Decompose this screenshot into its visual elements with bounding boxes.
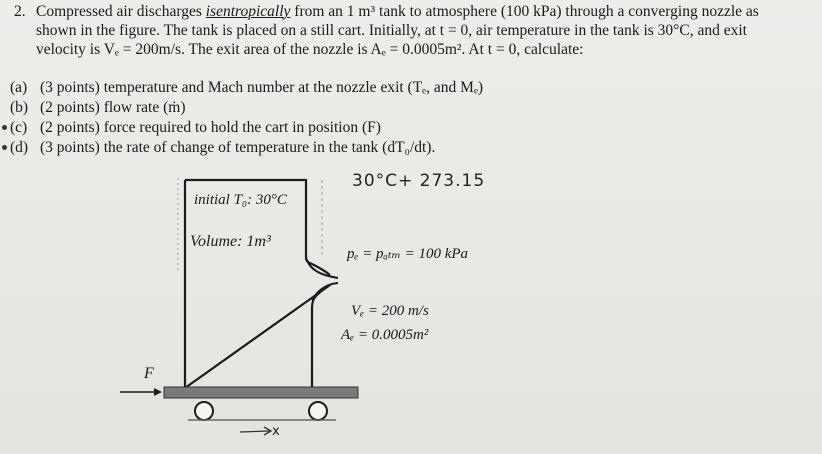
- part-b: (b) (2 points) flow rate (ṁ): [10, 99, 186, 116]
- cart-wheel-left: [195, 402, 213, 420]
- problem-line-1: 2. Compressed air discharges isentropically from an 1 m³ tank to atmosphere (100 kPa) through a converging nozzle as: [14, 3, 759, 20]
- exit-pressure-label: pₑ = pₐₜₘ = 100 kPa: [347, 246, 469, 262]
- problem-line-3: velocity is Vₑ = 200m/s. The exit area of the nozzle is Aₑ = 0.0005m². At t = 0, calculate:: [36, 41, 584, 58]
- cart-wheel-right: [309, 402, 327, 420]
- handwritten-note: 30°C+ 273.15: [352, 171, 486, 191]
- x-axis-arrow: [240, 431, 270, 432]
- nozzle-upper-wall: [306, 258, 338, 278]
- cart-platform: [164, 387, 358, 398]
- problem-line-2: shown in the figure. The tank is placed on a still cart. Initially, at t = 0, air temperature in the tank is 30°C, and exit: [36, 22, 747, 39]
- exit-area-label: Aₑ = 0.0005m²: [341, 327, 429, 343]
- part-d: (d) (3 points) the rate of change of temperature in the tank (dT₀/dt).: [10, 138, 483, 158]
- isentropically-term: isentropically: [205, 3, 291, 20]
- force-label: F: [144, 365, 154, 382]
- exit-velocity-label: Vₑ = 200 m/s: [351, 303, 429, 319]
- tank-outline: [185, 180, 330, 388]
- volume-label: Volume: 1m³: [190, 233, 271, 250]
- problem-number: 2.: [14, 3, 26, 20]
- initial-temperature-label: initial T₀: 30°C: [194, 192, 287, 208]
- part-c: (c) (2 points) force required to hold the cart in position (F): [10, 118, 483, 138]
- part-a: (a) (3 points) temperature and Mach number at the nozzle exit (Tₑ, and Mₑ): [10, 79, 484, 96]
- x-axis-label: x: [272, 424, 281, 439]
